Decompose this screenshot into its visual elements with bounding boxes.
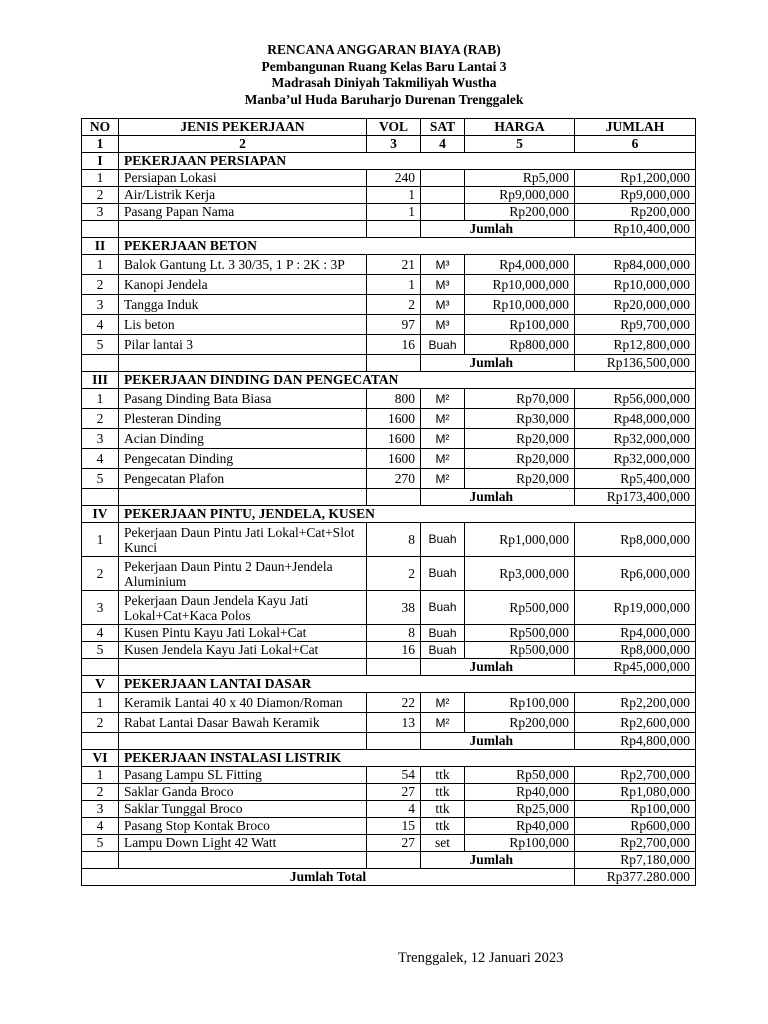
- item-vol: 27: [367, 784, 421, 801]
- item-harga: Rp10,000,000: [465, 295, 575, 315]
- item-vol: 240: [367, 170, 421, 187]
- item-vol: 54: [367, 767, 421, 784]
- table-row: [82, 625, 696, 642]
- item-sat: [421, 187, 465, 204]
- section-number: III: [82, 372, 119, 389]
- section-header-row: [82, 372, 696, 389]
- table-row: [82, 591, 696, 625]
- table-row: [82, 557, 696, 591]
- subtotal-value: Rp7,180,000: [575, 852, 696, 869]
- item-jumlah: Rp6,000,000: [575, 557, 696, 591]
- item-sat: Buah: [421, 591, 465, 625]
- col-no: NO: [82, 119, 119, 136]
- table-row: [82, 187, 696, 204]
- subtotal-blank: [82, 489, 119, 506]
- item-harga: Rp20,000: [465, 469, 575, 489]
- table-row: [82, 693, 696, 713]
- item-no: 5: [82, 642, 119, 659]
- item-sat: ttk: [421, 767, 465, 784]
- subtotal-label: Jumlah: [465, 489, 575, 506]
- item-jumlah: Rp5,400,000: [575, 469, 696, 489]
- item-vol: 21: [367, 255, 421, 275]
- document-header: [0, 42, 768, 108]
- subtotal-blank: [367, 221, 421, 238]
- item-jumlah: Rp9,000,000: [575, 187, 696, 204]
- item-harga: Rp500,000: [465, 591, 575, 625]
- item-sat: M²: [421, 429, 465, 449]
- item-sat: ttk: [421, 784, 465, 801]
- item-name: Saklar Ganda Broco: [119, 784, 367, 801]
- subtotal-label: Jumlah: [465, 659, 575, 676]
- item-vol: 38: [367, 591, 421, 625]
- table-row: [82, 409, 696, 429]
- subtotal-blank: [421, 489, 465, 506]
- item-name: Lampu Down Light 42 Watt: [119, 835, 367, 852]
- item-no: 1: [82, 255, 119, 275]
- item-name: Balok Gantung Lt. 3 30/35, 1 P : 2K : 3P: [119, 255, 367, 275]
- item-jumlah: Rp48,000,000: [575, 409, 696, 429]
- subtotal-value: Rp173,400,000: [575, 489, 696, 506]
- item-vol: 1600: [367, 409, 421, 429]
- table-row: [82, 335, 696, 355]
- item-harga: Rp200,000: [465, 204, 575, 221]
- section-header-row: [82, 676, 696, 693]
- place-date: Trenggalek, 12 Januari 2023: [398, 950, 564, 966]
- item-vol: 16: [367, 642, 421, 659]
- item-sat: Buah: [421, 625, 465, 642]
- item-no: 2: [82, 187, 119, 204]
- col-harga: HARGA: [465, 119, 575, 136]
- doc-subtitle-project: Pembangunan Ruang Kelas Baru Lantai 3: [261, 58, 507, 74]
- item-no: 3: [82, 204, 119, 221]
- table-row: [82, 429, 696, 449]
- subtotal-row: [82, 733, 696, 750]
- item-name: Acian Dinding: [119, 429, 367, 449]
- section-number: VI: [82, 750, 119, 767]
- section-header-row: [82, 153, 696, 170]
- item-sat: Buah: [421, 557, 465, 591]
- table-row: [82, 170, 696, 187]
- subtotal-label: Jumlah: [465, 221, 575, 238]
- table-row: [82, 767, 696, 784]
- item-jumlah: Rp8,000,000: [575, 642, 696, 659]
- subtotal-blank: [421, 355, 465, 372]
- item-no: 3: [82, 801, 119, 818]
- item-jumlah: Rp12,800,000: [575, 335, 696, 355]
- table-row: [82, 642, 696, 659]
- subtotal-value: Rp4,800,000: [575, 733, 696, 750]
- item-harga: Rp40,000: [465, 784, 575, 801]
- section-number: IV: [82, 506, 119, 523]
- item-harga: Rp50,000: [465, 767, 575, 784]
- col-vol: VOL: [367, 119, 421, 136]
- item-name: Pekerjaan Daun Jendela Kayu Jati Lokal+Cat+Kaca Polos: [119, 591, 367, 625]
- subtotal-blank: [119, 221, 367, 238]
- item-name: Air/Listrik Kerja: [119, 187, 367, 204]
- subtotal-value: Rp136,500,000: [575, 355, 696, 372]
- subtotal-label: Jumlah: [465, 733, 575, 750]
- item-no: 2: [82, 713, 119, 733]
- grand-total-row: [82, 869, 696, 886]
- section-title: PEKERJAAN LANTAI DASAR: [119, 676, 696, 693]
- subtotal-label: Jumlah: [465, 355, 575, 372]
- item-name: Pengecatan Plafon: [119, 469, 367, 489]
- col-number: 4: [421, 136, 465, 153]
- section-title: PEKERJAAN DINDING DAN PENGECATAN: [119, 372, 696, 389]
- item-vol: 22: [367, 693, 421, 713]
- grand-total-value: Rp377.280.000: [575, 869, 696, 886]
- table-row: [82, 469, 696, 489]
- item-harga: Rp70,000: [465, 389, 575, 409]
- item-jumlah: Rp1,080,000: [575, 784, 696, 801]
- item-sat: [421, 170, 465, 187]
- item-sat: set: [421, 835, 465, 852]
- table-row: [82, 295, 696, 315]
- table-row: [82, 449, 696, 469]
- item-vol: 97: [367, 315, 421, 335]
- item-jumlah: Rp2,200,000: [575, 693, 696, 713]
- table-row: [82, 204, 696, 221]
- subtotal-label: Jumlah: [465, 852, 575, 869]
- subtotal-blank: [119, 659, 367, 676]
- item-no: 1: [82, 523, 119, 557]
- item-harga: Rp100,000: [465, 835, 575, 852]
- section-title: PEKERJAAN PERSIAPAN: [119, 153, 696, 170]
- item-name: Kusen Pintu Kayu Jati Lokal+Cat: [119, 625, 367, 642]
- item-sat: M²: [421, 409, 465, 429]
- subtotal-blank: [82, 355, 119, 372]
- item-sat: ttk: [421, 818, 465, 835]
- item-name: Persiapan Lokasi: [119, 170, 367, 187]
- subtotal-value: Rp10,400,000: [575, 221, 696, 238]
- item-name: Pasang Lampu SL Fitting: [119, 767, 367, 784]
- subtotal-blank: [82, 852, 119, 869]
- item-name: Pilar lantai 3: [119, 335, 367, 355]
- item-harga: Rp30,000: [465, 409, 575, 429]
- col-jenis: JENIS PEKERJAAN: [119, 119, 367, 136]
- col-number: 2: [119, 136, 367, 153]
- item-vol: 1: [367, 204, 421, 221]
- item-sat: M³: [421, 295, 465, 315]
- item-vol: 1: [367, 275, 421, 295]
- table-row: [82, 255, 696, 275]
- subtotal-blank: [421, 659, 465, 676]
- item-sat: M²: [421, 693, 465, 713]
- doc-title: RENCANA ANGGARAN BIAYA (RAB): [267, 42, 501, 57]
- item-sat: Buah: [421, 523, 465, 557]
- item-no: 4: [82, 818, 119, 835]
- item-no: 3: [82, 591, 119, 625]
- item-vol: 270: [367, 469, 421, 489]
- item-sat: M²: [421, 469, 465, 489]
- item-no: 5: [82, 469, 119, 489]
- table-row: [82, 801, 696, 818]
- section-number: II: [82, 238, 119, 255]
- item-no: 1: [82, 693, 119, 713]
- subtotal-value: Rp45,000,000: [575, 659, 696, 676]
- item-sat: M³: [421, 315, 465, 335]
- item-vol: 16: [367, 335, 421, 355]
- subtotal-blank: [421, 852, 465, 869]
- item-jumlah: Rp1,200,000: [575, 170, 696, 187]
- item-jumlah: Rp4,000,000: [575, 625, 696, 642]
- item-sat: M³: [421, 255, 465, 275]
- item-harga: Rp10,000,000: [465, 275, 575, 295]
- section-header-row: [82, 750, 696, 767]
- item-name: Pasang Papan Nama: [119, 204, 367, 221]
- table-row: [82, 523, 696, 557]
- subtotal-row: [82, 355, 696, 372]
- table-row: [82, 784, 696, 801]
- subtotal-blank: [367, 733, 421, 750]
- item-sat: M²: [421, 389, 465, 409]
- item-jumlah: Rp10,000,000: [575, 275, 696, 295]
- item-no: 2: [82, 784, 119, 801]
- subtotal-blank: [421, 221, 465, 238]
- col-number: 6: [575, 136, 696, 153]
- item-harga: Rp5,000: [465, 170, 575, 187]
- item-name: Tangga Induk: [119, 295, 367, 315]
- section-header-row: [82, 238, 696, 255]
- item-vol: 13: [367, 713, 421, 733]
- subtotal-blank: [119, 852, 367, 869]
- item-harga: Rp20,000: [465, 429, 575, 449]
- col-number: 3: [367, 136, 421, 153]
- table-footer: [82, 869, 696, 886]
- item-no: 5: [82, 835, 119, 852]
- section-title: PEKERJAAN INSTALASI LISTRIK: [119, 750, 696, 767]
- section-title: PEKERJAAN BETON: [119, 238, 696, 255]
- subtotal-blank: [367, 659, 421, 676]
- item-vol: 27: [367, 835, 421, 852]
- subtotal-blank: [119, 733, 367, 750]
- item-name: Lis beton: [119, 315, 367, 335]
- item-sat: M²: [421, 449, 465, 469]
- item-vol: 1600: [367, 449, 421, 469]
- item-jumlah: Rp200,000: [575, 204, 696, 221]
- table-row: [82, 818, 696, 835]
- subtotal-row: [82, 659, 696, 676]
- item-sat: [421, 204, 465, 221]
- subtotal-blank: [367, 852, 421, 869]
- col-sat: SAT: [421, 119, 465, 136]
- item-no: 3: [82, 295, 119, 315]
- column-number-row: [82, 136, 696, 153]
- table-row: [82, 275, 696, 295]
- section-title: PEKERJAAN PINTU, JENDELA, KUSEN: [119, 506, 696, 523]
- item-harga: Rp100,000: [465, 693, 575, 713]
- item-vol: 2: [367, 557, 421, 591]
- table-row: [82, 835, 696, 852]
- item-no: 1: [82, 170, 119, 187]
- item-harga: Rp20,000: [465, 449, 575, 469]
- item-harga: Rp3,000,000: [465, 557, 575, 591]
- table-row: [82, 713, 696, 733]
- subtotal-blank: [367, 489, 421, 506]
- item-sat: M²: [421, 713, 465, 733]
- item-jumlah: Rp9,700,000: [575, 315, 696, 335]
- item-name: Keramik Lantai 40 x 40 Diamon/Roman: [119, 693, 367, 713]
- item-name: Pekerjaan Daun Pintu 2 Daun+Jendela Aluminium: [119, 557, 367, 591]
- item-name: Plesteran Dinding: [119, 409, 367, 429]
- item-jumlah: Rp56,000,000: [575, 389, 696, 409]
- table-row: [82, 389, 696, 409]
- item-jumlah: Rp84,000,000: [575, 255, 696, 275]
- item-harga: Rp1,000,000: [465, 523, 575, 557]
- item-jumlah: Rp20,000,000: [575, 295, 696, 315]
- subtotal-blank: [119, 355, 367, 372]
- item-name: Kanopi Jendela: [119, 275, 367, 295]
- section-number: V: [82, 676, 119, 693]
- item-sat: Buah: [421, 335, 465, 355]
- subtotal-row: [82, 221, 696, 238]
- subtotal-blank: [82, 221, 119, 238]
- item-no: 3: [82, 429, 119, 449]
- col-jumlah: JUMLAH: [575, 119, 696, 136]
- subtotal-blank: [367, 355, 421, 372]
- table-header: [82, 119, 696, 153]
- item-name: Pengecatan Dinding: [119, 449, 367, 469]
- item-vol: 15: [367, 818, 421, 835]
- item-name: Rabat Lantai Dasar Bawah Keramik: [119, 713, 367, 733]
- item-jumlah: Rp600,000: [575, 818, 696, 835]
- section-header-row: [82, 506, 696, 523]
- item-sat: Buah: [421, 642, 465, 659]
- item-harga: Rp9,000,000: [465, 187, 575, 204]
- item-no: 4: [82, 315, 119, 335]
- item-name: Pekerjaan Daun Pintu Jati Lokal+Cat+Slot Kunci: [119, 523, 367, 557]
- section-number: I: [82, 153, 119, 170]
- subtotal-blank: [421, 733, 465, 750]
- grand-total-label: Jumlah Total: [82, 869, 575, 886]
- item-harga: Rp40,000: [465, 818, 575, 835]
- item-no: 5: [82, 335, 119, 355]
- item-jumlah: Rp2,700,000: [575, 835, 696, 852]
- subtotal-row: [82, 852, 696, 869]
- table-row: [82, 315, 696, 335]
- item-name: Kusen Jendela Kayu Jati Lokal+Cat: [119, 642, 367, 659]
- item-no: 4: [82, 625, 119, 642]
- item-no: 2: [82, 409, 119, 429]
- subtotal-blank: [82, 659, 119, 676]
- subtotal-blank: [119, 489, 367, 506]
- item-harga: Rp500,000: [465, 625, 575, 642]
- item-vol: 1: [367, 187, 421, 204]
- header-row: [82, 119, 696, 136]
- item-jumlah: Rp32,000,000: [575, 429, 696, 449]
- item-sat: M³: [421, 275, 465, 295]
- item-harga: Rp800,000: [465, 335, 575, 355]
- item-harga: Rp4,000,000: [465, 255, 575, 275]
- item-jumlah: Rp19,000,000: [575, 591, 696, 625]
- item-no: 2: [82, 557, 119, 591]
- item-no: 2: [82, 275, 119, 295]
- item-jumlah: Rp8,000,000: [575, 523, 696, 557]
- item-harga: Rp200,000: [465, 713, 575, 733]
- item-no: 1: [82, 389, 119, 409]
- item-jumlah: Rp32,000,000: [575, 449, 696, 469]
- col-number: 5: [465, 136, 575, 153]
- subtotal-blank: [82, 733, 119, 750]
- item-sat: ttk: [421, 801, 465, 818]
- item-jumlah: Rp100,000: [575, 801, 696, 818]
- item-vol: 4: [367, 801, 421, 818]
- item-name: Pasang Dinding Bata Biasa: [119, 389, 367, 409]
- item-no: 4: [82, 449, 119, 469]
- doc-subtitle-school: Madrasah Diniyah Takmiliyah Wustha: [271, 75, 497, 90]
- item-no: 1: [82, 767, 119, 784]
- item-vol: 800: [367, 389, 421, 409]
- rab-table: [81, 118, 696, 886]
- item-vol: 8: [367, 523, 421, 557]
- item-vol: 1600: [367, 429, 421, 449]
- item-jumlah: Rp2,600,000: [575, 713, 696, 733]
- item-name: Saklar Tunggal Broco: [119, 801, 367, 818]
- item-harga: Rp25,000: [465, 801, 575, 818]
- item-name: Pasang Stop Kontak Broco: [119, 818, 367, 835]
- item-harga: Rp100,000: [465, 315, 575, 335]
- item-harga: Rp500,000: [465, 642, 575, 659]
- col-number: 1: [82, 136, 119, 153]
- subtotal-row: [82, 489, 696, 506]
- item-vol: 2: [367, 295, 421, 315]
- item-jumlah: Rp2,700,000: [575, 767, 696, 784]
- doc-subtitle-location: Manba’ul Huda Baruharjo Durenan Trenggalek: [244, 91, 524, 107]
- table-body: [82, 153, 696, 869]
- item-vol: 8: [367, 625, 421, 642]
